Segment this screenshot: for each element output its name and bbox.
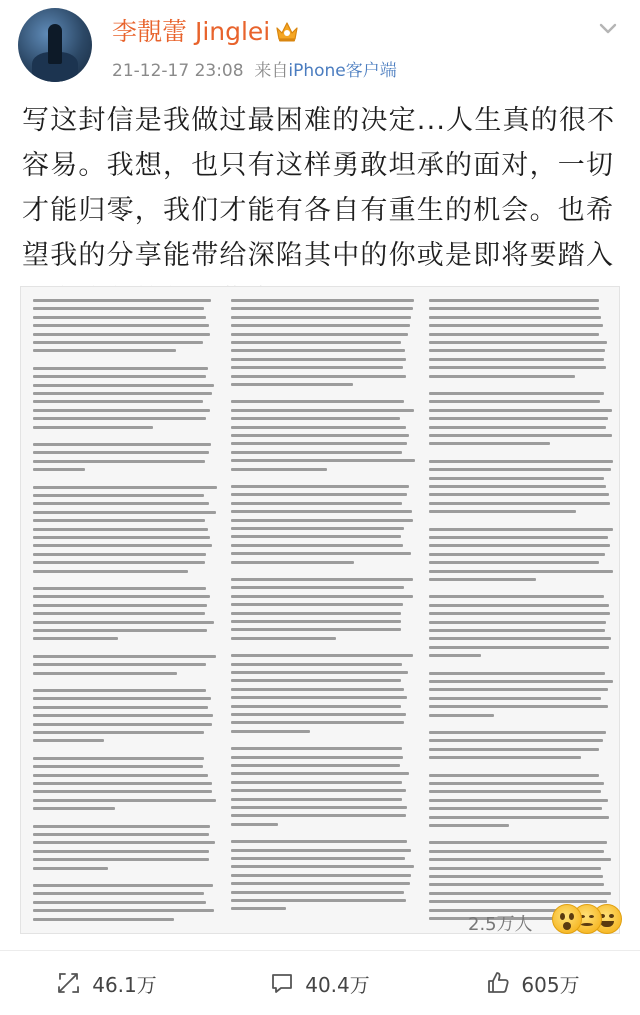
letter-text-line: [231, 721, 404, 724]
letter-text-line: [429, 442, 550, 445]
letter-text-line: [231, 730, 310, 733]
letter-text-line: [429, 316, 601, 319]
letter-text-line: [33, 502, 209, 505]
letter-text-line: [429, 680, 613, 683]
letter-text-line: [429, 578, 536, 581]
letter-text-line: [429, 358, 604, 361]
letter-text-line: [231, 400, 404, 403]
letter-text-line: [429, 375, 575, 378]
letter-text-line: [231, 772, 409, 775]
letter-text-line: [231, 561, 354, 564]
letter-text-line: [231, 688, 404, 691]
letter-text-line: [33, 858, 209, 861]
action-bar: [0, 950, 640, 1015]
letter-text-line: [231, 620, 401, 623]
letter-image[interactable]: [20, 286, 620, 934]
letter-text-line: [33, 307, 204, 310]
letter-text-line: [429, 299, 599, 302]
letter-text-line: [231, 349, 405, 352]
letter-text-line: [429, 672, 605, 675]
letter-text-line: [33, 901, 206, 904]
letter-text-line: [33, 689, 206, 692]
letter-text-line: [33, 595, 210, 598]
letter-text-line: [33, 782, 212, 785]
letter-text-line: [429, 841, 607, 844]
letter-text-line: [231, 747, 402, 750]
letter-text-line: [231, 882, 410, 885]
letter-text-line: [429, 510, 576, 513]
letter-text-line: [231, 544, 403, 547]
letter-text-line: [429, 731, 606, 734]
post-text: 写这封信是我做过最困难的决定...人生真的很不容易。我想，也只有这样勇敢坦承的面对，一切才能归零，我们才能有各自有重生的机会。也希望我的分享能带给深陷其中的你或是即将要踏入: [22, 105, 616, 271]
letter-text-line: [429, 612, 610, 615]
post-header: [0, 0, 640, 90]
letter-text-line: [231, 417, 400, 420]
letter-text-line: [231, 814, 406, 817]
letter-text-line: [33, 799, 216, 802]
letter-text-line: [33, 468, 85, 471]
letter-text-line: [429, 460, 613, 463]
letter-text-line: [429, 705, 608, 708]
letter-text-line: [231, 341, 401, 344]
like-button[interactable]: [426, 951, 639, 1015]
letter-text-line: [231, 891, 404, 894]
letter-text-line: [33, 723, 212, 726]
letter-text-line: [33, 426, 153, 429]
letter-text-line: [429, 561, 599, 564]
letter-text-line: [231, 781, 402, 784]
letter-text-line: [231, 519, 413, 522]
letter-text-line: [429, 714, 494, 717]
letter-text-line: [429, 756, 581, 759]
letter-text-line: [33, 375, 206, 378]
thumbs-up-icon: [485, 970, 511, 996]
letter-text-line: [231, 806, 407, 809]
letter-text-line: [231, 493, 407, 496]
letter-text-line: [33, 918, 174, 921]
post-timestamp: 21-12-17 23:08: [112, 61, 244, 81]
letter-text-line: [231, 764, 400, 767]
letter-text-line: [429, 688, 608, 691]
letter-text-line: [33, 841, 215, 844]
letter-text-line: [429, 621, 606, 624]
chevron-down-icon[interactable]: [596, 16, 620, 40]
letter-text-line: [429, 493, 609, 496]
letter-text-line: [33, 604, 207, 607]
comment-count: 40.4万: [305, 972, 370, 997]
letter-text-line: [231, 663, 402, 666]
letter-text-line: [33, 867, 108, 870]
letter-text-line: [231, 586, 404, 589]
letter-text-line: [33, 731, 204, 734]
letter-text-line: [231, 383, 353, 386]
view-count: 2.5万人: [468, 914, 533, 935]
letter-column-1: [33, 287, 217, 933]
letter-text-line: [33, 544, 212, 547]
letter-text-line: [429, 426, 606, 429]
letter-text-line: [429, 604, 609, 607]
letter-text-line: [429, 553, 605, 556]
letter-text-line: [33, 333, 210, 336]
letter-text-line: [429, 528, 613, 531]
letter-text-line: [231, 874, 411, 877]
letter-text-line: [33, 316, 206, 319]
letter-text-line: [231, 434, 409, 437]
letter-text-line: [429, 324, 603, 327]
letter-text-line: [33, 807, 115, 810]
repost-icon: [56, 970, 82, 996]
letter-text-line: [231, 798, 402, 801]
letter-text-line: [429, 349, 605, 352]
letter-text-line: [231, 671, 408, 674]
letter-text-line: [33, 739, 104, 742]
post-meta: [112, 56, 397, 81]
letter-text-line: [231, 307, 413, 310]
letter-text-line: [33, 663, 206, 666]
source-prefix: 来自: [254, 61, 289, 81]
letter-text-line: [33, 884, 213, 887]
letter-text-line: [429, 468, 611, 471]
letter-text-line: [231, 899, 406, 902]
letter-text-line: [33, 825, 210, 828]
letter-text-line: [429, 629, 605, 632]
letter-text-line: [231, 595, 413, 598]
letter-text-line: [429, 739, 603, 742]
letter-text-line: [33, 409, 210, 412]
letter-text-line: [33, 621, 214, 624]
letter-text-line: [33, 892, 204, 895]
letter-text-line: [429, 858, 611, 861]
letter-text-line: [429, 646, 609, 649]
post-source[interactable]: iPhone客户端: [288, 61, 397, 81]
reaction-emojis[interactable]: [552, 900, 624, 940]
comment-button[interactable]: [213, 951, 426, 1015]
letter-text-line: [33, 790, 212, 793]
letter-text-line: [429, 816, 609, 819]
letter-text-line: [33, 672, 177, 675]
repost-button[interactable]: [0, 951, 213, 1015]
letter-text-line: [231, 823, 278, 826]
letter-text-line: [231, 459, 415, 462]
letter-text-line: [429, 824, 509, 827]
letter-text-line: [231, 485, 409, 488]
letter-text-line: [429, 400, 600, 403]
letter-text-line: [33, 486, 217, 489]
letter-text-line: [33, 637, 118, 640]
letter-text-line: [429, 875, 603, 878]
letter-text-line: [33, 629, 207, 632]
comment-icon: [269, 970, 295, 996]
letter-text-line: [429, 867, 601, 870]
letter-text-line: [231, 527, 404, 530]
letter-text-line: [231, 451, 402, 454]
letter-text-line: [429, 883, 604, 886]
letter-text-line: [429, 595, 604, 598]
letter-text-line: [231, 696, 407, 699]
letter-text-line: [429, 417, 608, 420]
letter-text-line: [33, 460, 205, 463]
letter-text-line: [231, 535, 401, 538]
letter-text-line: [231, 375, 406, 378]
letter-text-line: [33, 757, 204, 760]
letter-text-line: [33, 850, 209, 853]
letter-text-line: [429, 502, 610, 505]
letter-text-line: [231, 865, 414, 868]
letter-text-line: [33, 697, 211, 700]
letter-text-line: [429, 654, 481, 657]
letter-text-line: [429, 392, 604, 395]
letter-text-line: [33, 587, 206, 590]
letter-text-line: [33, 528, 208, 531]
repost-count: 46.1万: [92, 972, 157, 997]
letter-text-line: [429, 366, 606, 369]
like-count: 605万: [521, 972, 580, 997]
letter-column-2: [231, 287, 415, 933]
letter-text-line: [231, 552, 411, 555]
crown-badge-icon: [274, 19, 300, 43]
astonished-emoji-icon: [552, 904, 582, 934]
letter-text-line: [33, 417, 206, 420]
letter-text-line: [33, 519, 205, 522]
letter-text-line: [429, 341, 607, 344]
letter-text-line: [33, 443, 211, 446]
letter-text-line: [429, 307, 599, 310]
letter-text-line: [429, 892, 611, 895]
letter-text-line: [231, 333, 408, 336]
letter-text-line: [231, 502, 402, 505]
letter-text-line: [231, 442, 407, 445]
letter-text-line: [33, 299, 211, 302]
letter-text-line: [33, 561, 205, 564]
letter-text-line: [429, 774, 599, 777]
letter-text-line: [429, 434, 612, 437]
letter-text-line: [33, 392, 212, 395]
letter-text-line: [231, 578, 413, 581]
letter-text-line: [429, 799, 608, 802]
letter-text-line: [231, 612, 401, 615]
letter-text-line: [429, 807, 602, 810]
letter-text-line: [429, 790, 601, 793]
letter-text-line: [33, 570, 188, 573]
letter-text-line: [231, 409, 414, 412]
letter-text-line: [231, 849, 411, 852]
letter-text-line: [429, 544, 610, 547]
letter-column-3: [429, 287, 613, 933]
username-text[interactable]: 李靚蕾 Jinglei: [112, 17, 271, 46]
letter-text-line: [231, 857, 405, 860]
letter-text-line: [429, 697, 601, 700]
letter-text-line: [231, 468, 327, 471]
letter-text-line: [33, 833, 209, 836]
letter-text-line: [429, 637, 611, 640]
letter-text-line: [231, 628, 401, 631]
letter-text-line: [33, 511, 216, 514]
letter-text-line: [231, 756, 403, 759]
letter-text-line: [231, 705, 401, 708]
letter-text-line: [231, 840, 407, 843]
letter-text-line: [429, 850, 604, 853]
letter-text-line: [429, 477, 604, 480]
letter-text-line: [231, 713, 406, 716]
letter-text-line: [429, 782, 604, 785]
letter-text-line: [33, 909, 214, 912]
letter-text-line: [33, 706, 208, 709]
letter-text-line: [231, 654, 413, 657]
username[interactable]: [112, 12, 300, 48]
letter-text-line: [33, 451, 209, 454]
letter-text-line: [231, 426, 406, 429]
letter-text-line: [33, 765, 203, 768]
letter-text-line: [33, 536, 210, 539]
letter-text-line: [231, 603, 403, 606]
letter-text-line: [231, 358, 406, 361]
letter-text-line: [429, 333, 599, 336]
letter-text-line: [33, 341, 203, 344]
letter-text-line: [33, 384, 214, 387]
letter-text-line: [429, 485, 606, 488]
letter-text-line: [33, 612, 205, 615]
letter-text-line: [231, 679, 401, 682]
letter-text-line: [429, 536, 608, 539]
letter-text-line: [231, 366, 403, 369]
letter-text-line: [231, 316, 411, 319]
letter-text-line: [33, 494, 204, 497]
letter-text-line: [231, 789, 406, 792]
letter-text-line: [231, 299, 414, 302]
letter-text-line: [33, 553, 206, 556]
letter-text-line: [429, 748, 599, 751]
letter-text-line: [231, 510, 412, 513]
letter-text-line: [33, 367, 208, 370]
letter-text-line: [33, 655, 216, 658]
letter-text-line: [231, 324, 410, 327]
letter-text-line: [33, 714, 213, 717]
letter-text-line: [33, 349, 176, 352]
avatar[interactable]: [18, 8, 92, 82]
letter-text-line: [231, 637, 336, 640]
letter-text-line: [231, 907, 286, 910]
letter-text-line: [33, 774, 208, 777]
letter-text-line: [33, 324, 209, 327]
letter-text-line: [429, 570, 613, 573]
letter-text-line: [429, 409, 612, 412]
letter-text-line: [33, 400, 203, 403]
